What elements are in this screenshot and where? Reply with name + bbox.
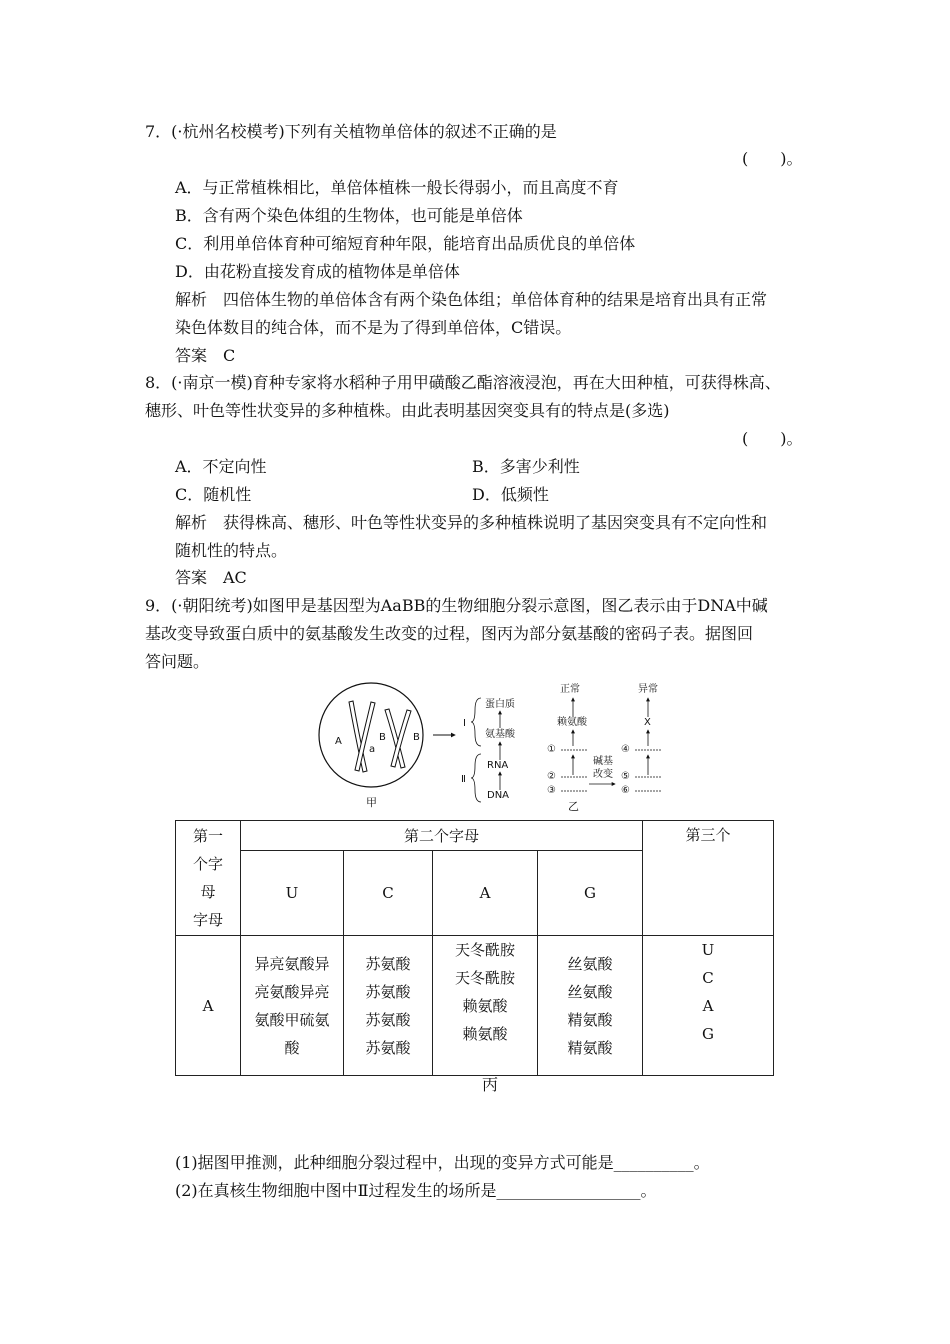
figure-label-yi: 乙 (568, 800, 579, 813)
q7-option-d: D．由花粉直接发育成的植物体是单倍体 (175, 262, 460, 281)
q7-analysis-line2: 染色体数目的纯合体，而不是为了得到单倍体，C错误。 (175, 318, 572, 337)
q9-sub-question-2: (2)在真核生物细胞中图中Ⅱ过程发生的场所是__________________。 (175, 1181, 657, 1200)
q9-stem-line3: 答问题。 (145, 652, 210, 671)
q8-answer: 答案 AC (175, 568, 247, 587)
label-base-change-2: 改变 (593, 769, 613, 780)
q8-analysis-line1: 解析 获得株高、穗形、叶色等性状变异的多种植株说明了基因突变具有不定向性和 (175, 513, 768, 532)
header-first-letter: 第一 个字 母 字母 (176, 821, 241, 936)
q9-stem-line2: 基改变导致蛋白质中的氨基酸发生改变的过程，图丙为部分氨基酸的密码子表。据图回 (145, 624, 754, 643)
q8-option-a: A．不定向性 (175, 457, 267, 476)
table-cell: 丝氨酸 丝氨酸 精氨酸 精氨酸 (538, 936, 643, 1076)
codon-table (175, 820, 774, 1076)
label-normal: 正常 (560, 684, 580, 695)
header-second-letter: 第二个字母 (241, 821, 643, 851)
gene-label-A: A (335, 736, 342, 747)
table-cell: 异亮氨酸异 亮氨酸异亮 氨酸甲硫氨 酸 (241, 936, 344, 1076)
label-roman-1: Ⅰ (463, 718, 466, 729)
figure-yi-diagram (547, 682, 661, 813)
header-letter-g: G (538, 851, 643, 936)
chromosome-pair-right (385, 709, 411, 768)
label-amino-acid: 氨基酸 (485, 729, 515, 740)
label-roman-2: Ⅱ (461, 774, 466, 785)
label-base-change-1: 碱基 (593, 756, 613, 767)
q7-option-a: A．与正常植株相比，单倍体植株一般长得弱小，而且高度不育 (175, 178, 619, 197)
table-cell: 苏氨酸 苏氨酸 苏氨酸 苏氨酸 (344, 936, 433, 1076)
chromosome-pair-left (349, 701, 375, 772)
strand-label-1: ① (547, 744, 556, 755)
q7-analysis-line1: 解析 四倍体生物的单倍体含有两个染色体组；单倍体育种的结果是培育出具有正常 (175, 290, 768, 309)
label-abnormal: 异常 (638, 684, 658, 695)
figure-jia-yi (315, 680, 685, 815)
q8-analysis-line2: 随机性的特点。 (175, 541, 288, 560)
cell-membrane (319, 683, 423, 787)
q7-stem: 7．(·杭州名校模考)下列有关植物单倍体的叙述不正确的是 (145, 122, 557, 141)
table-cell-third-letters: U C A G (643, 936, 774, 1076)
q7-option-b: B．含有两个染色体组的生物体，也可能是单倍体 (175, 206, 523, 225)
figure-label-jia: 甲 (366, 796, 377, 809)
header-letter-a: A (433, 851, 538, 936)
q7-answer-blank: ( )。 (742, 149, 803, 168)
q8-option-c: C．随机性 (175, 485, 252, 504)
cell-jia-diagram (319, 683, 423, 809)
header-letter-u: U (241, 851, 344, 936)
label-lysine: 赖氨酸 (557, 717, 587, 728)
table-caption-bing: 丙 (482, 1075, 499, 1094)
strand-label-2: ② (547, 771, 556, 782)
label-x: X (644, 717, 651, 728)
q8-answer-blank: ( )。 (742, 429, 803, 448)
header-letter-c: C (344, 851, 433, 936)
q9-stem-line1: 9．(·朝阳统考)如图甲是基因型为AaBB的生物细胞分裂示意图，图乙表示由于DNA中碱 (145, 596, 768, 615)
q7-answer: 答案 C (175, 346, 236, 365)
q7-option-c: C．利用单倍体育种可缩短育种年限，能培育出品质优良的单倍体 (175, 234, 636, 253)
q8-stem-line2: 穗形、叶色等性状变异的多种植株。由此表明基因突变具有的特点是(多选) (145, 401, 670, 420)
header-third-letter: 第三个 (643, 821, 774, 936)
row-first-letter-a: A (176, 936, 241, 1076)
transcription-translation-flow (461, 697, 516, 802)
label-protein: 蛋白质 (485, 699, 515, 710)
gene-label-a: a (369, 744, 376, 755)
q8-stem-line1: 8．(·南京一模)育种专家将水稻种子用甲磺酸乙酯溶液浸泡，再在大田种植，可获得株高、 (145, 373, 781, 392)
strand-label-4: ④ (621, 744, 630, 755)
gene-label-B1: B (379, 732, 386, 743)
strand-label-6: ⑥ (621, 785, 630, 796)
strand-label-3: ③ (547, 785, 556, 796)
strand-label-5: ⑤ (621, 771, 630, 782)
label-dna: DNA (487, 790, 510, 801)
gene-label-B2: B (413, 732, 420, 743)
table-cell: 天冬酰胺 天冬酰胺 赖氨酸 赖氨酸 (433, 936, 538, 1076)
q8-option-d: D．低频性 (472, 485, 549, 504)
label-rna: RNA (487, 760, 509, 771)
q8-option-b: B．多害少利性 (472, 457, 580, 476)
q9-sub-question-1: (1)据图甲推测，此种细胞分裂过程中，出现的变异方式可能是__________。 (175, 1153, 710, 1172)
